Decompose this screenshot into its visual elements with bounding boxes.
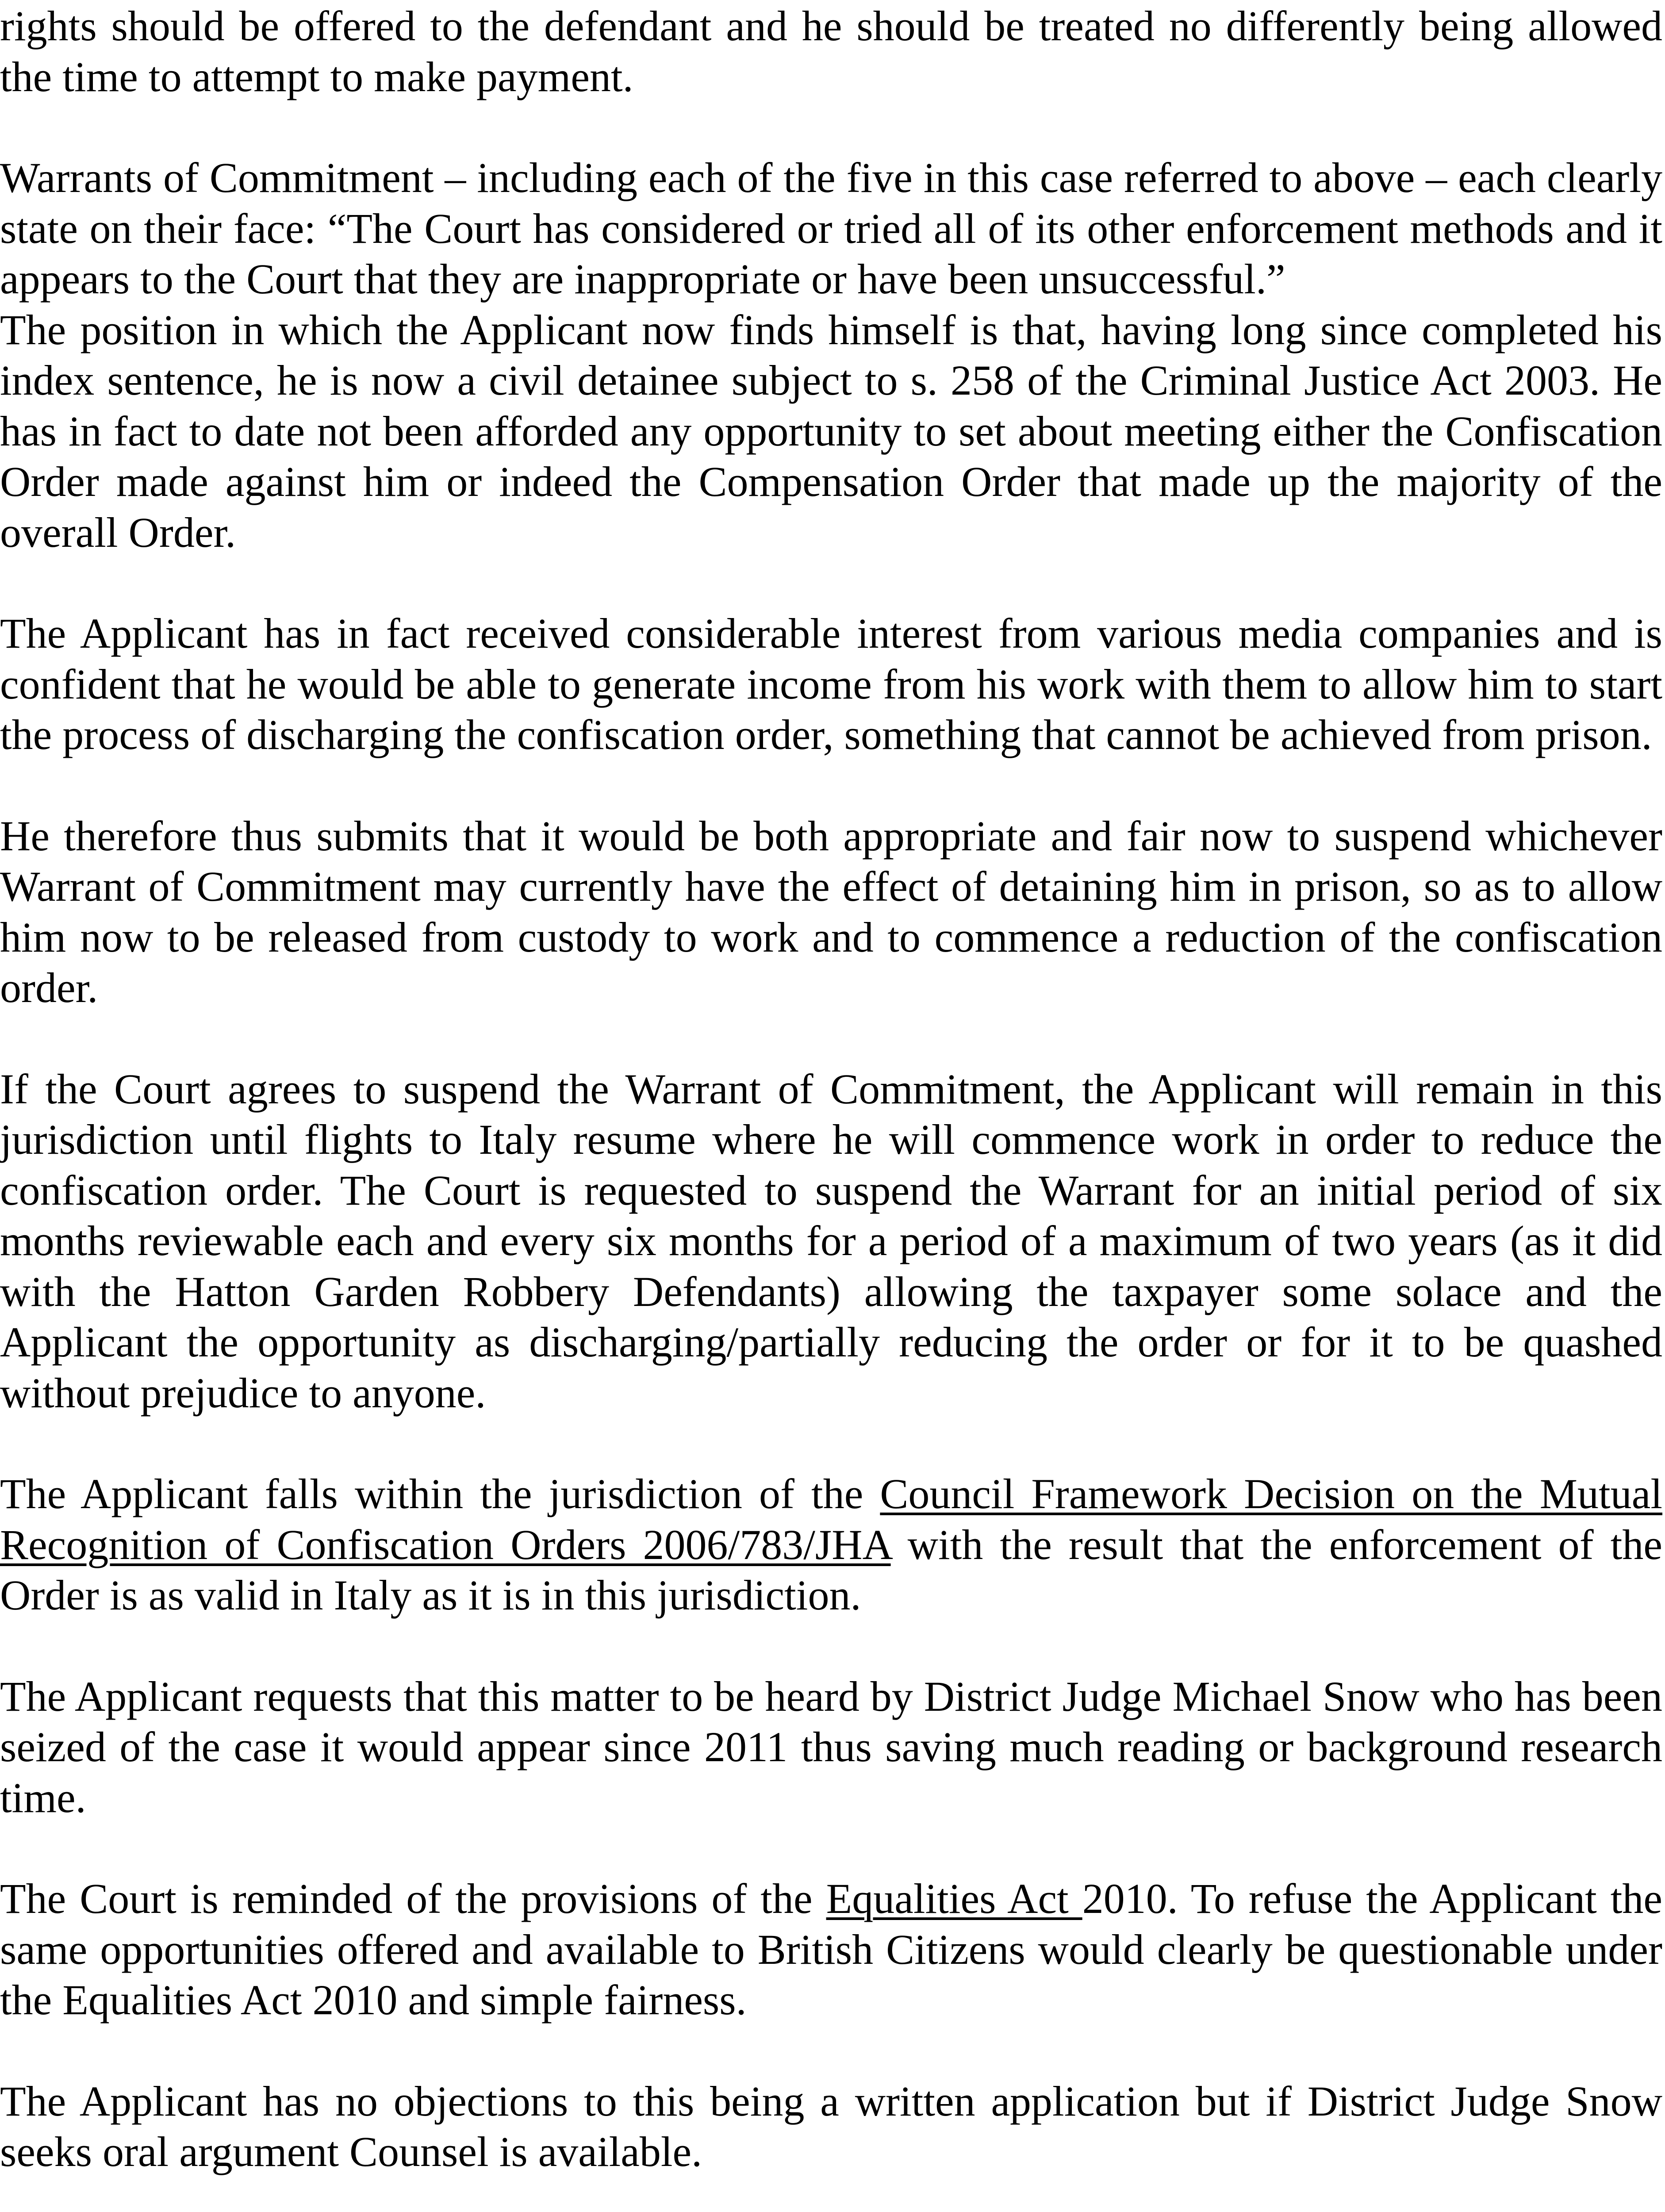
paragraph-warrants-of-commitment [0, 153, 1662, 305]
paragraph-text: The Court is reminded of the provisions of the [0, 1875, 826, 1922]
paragraph-district-judge [0, 1671, 1662, 1824]
paragraph-rights-offered [0, 1, 1662, 102]
paragraph-text: The Applicant has in fact received considerable interest from various media companies and is confident that he would be able to generate income from his work with them to allow him to start the process of discharging the confiscation order, something that cannot be achieved from prison. [0, 610, 1662, 758]
paragraph-text: If the Court agrees to suspend the Warrant of Commitment, the Applicant will remain in this jurisdiction until flights to Italy resume where he will commence work in order to reduce the confiscation order. The Court is requested to suspend the Warrant for an initial period of six months reviewable each and every six months for a period of a maximum of two years (as it did with the Hatton Garden Robbery Defendants) allowing the taxpayer some solace and the Applicant the opportunity as discharging/partially reducing the order or for it to be quashed without prejudice to anyone. [0, 1065, 1662, 1417]
paragraph-submission-suspend [0, 811, 1662, 1014]
paragraph-text: The position in which the Applicant now finds himself is that, having long since completed his index sentence, he is now a civil detainee subject to s. 258 of the Criminal Justice Act 2003. He has in fact to date not been afforded any opportunity to set about meeting either the Confiscation Order made against him or indeed the Compensation Order that made up the majority of the overall Order. [0, 306, 1662, 556]
paragraph-text: 2010. To refuse the Applicant the same opportunities offered and available to British Citizens would clearly be questionable under the Equalities Act 2010 and simple fairness. [0, 1875, 1663, 2024]
paragraph-text: The Applicant falls within the jurisdiction of the [0, 1470, 880, 1517]
paragraph-media-interest [0, 608, 1662, 760]
paragraph-court-agrees [0, 1064, 1662, 1419]
paragraph-text: The Applicant requests that this matter to be heard by District Judge Michael Snow who has been seized of the case it would appear since 2011 thus saving much reading or background research time. [0, 1672, 1662, 1821]
paragraph-equalities-act [0, 1874, 1662, 2026]
paragraph-text: with the result that the enforcement of the Order is as valid in Italy as it is in this jurisdiction. [0, 1521, 1663, 1619]
paragraph-text: rights should be offered to the defendant and he should be treated no differently being allowed the time to attempt to make payment. [0, 2, 1662, 100]
paragraph-text: Warrants of Commitment – including each of the five in this case referred to above – each clearly state on their face: “The Court has considered or tried all of its other enforcement methods and it appears to the Court that they are inappropriate or have been unsuccessful.” [0, 154, 1662, 303]
paragraph-framework-decision [0, 1469, 1662, 1621]
paragraph-text: He therefore thus submits that it would be both appropriate and fair now to suspend whichever Warrant of Commitment may currently have the effect of detaining him in prison, so as to allow him now to be released from custody to work and to commence a reduction of the confiscation order. [0, 812, 1662, 1011]
framework-decision-link[interactable]: Council Framework Decision on the Mutual Recognition of Confiscation Orders 2006/783/JHA [0, 1470, 1663, 1568]
paragraph-written-application [0, 2076, 1662, 2177]
document-body [0, 1, 1662, 2212]
paragraph-text: The Applicant has no objections to this being a written application but if District Judge Snow seeks oral argument Counsel is available. [0, 2077, 1662, 2175]
equalities-act-link[interactable]: Equalities Act [826, 1875, 1082, 1922]
paragraph-applicant-position [0, 305, 1662, 558]
